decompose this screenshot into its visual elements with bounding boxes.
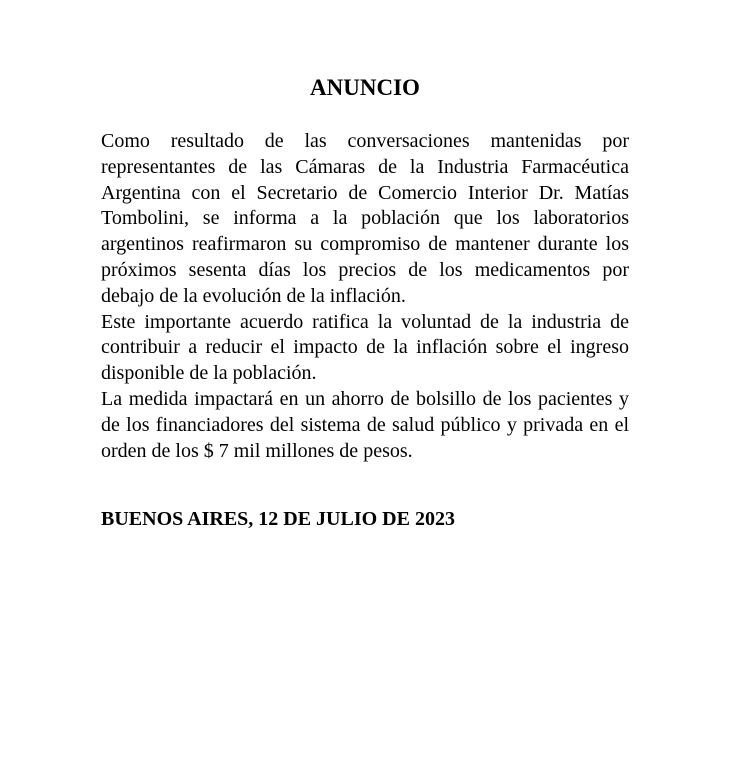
paragraph-agreement: Como resultado de las conversaciones mantenidas por representantes de las Cámaras de la Industria Farmacéutica Argentina con el Secretario de Comercio Interior Dr. Matías Tombolini, se informa a la población que los laboratorios argentinos reafirmaron su compromiso de mantener durante los próximos sesenta días los precios de los medicamentos por debajo de la evolución de la inflación. bbox=[101, 130, 629, 307]
announcement-body bbox=[101, 129, 629, 464]
paragraph-savings: La medida impactará en un ahorro de bolsillo de los pacientes y de los financiadores del sistema de salud público y privada en el orden de los $ 7 mil millones de pesos. bbox=[101, 387, 629, 462]
paragraph-ratification: Este importante acuerdo ratifica la voluntad de la industria de contribuir a reducir el impacto de la inflación sobre el ingreso disponible de la población. bbox=[101, 310, 629, 385]
place-and-date: BUENOS AIRES, 12 DE JULIO DE 2023 bbox=[101, 508, 455, 530]
announcement-title: ANUNCIO bbox=[310, 75, 420, 100]
